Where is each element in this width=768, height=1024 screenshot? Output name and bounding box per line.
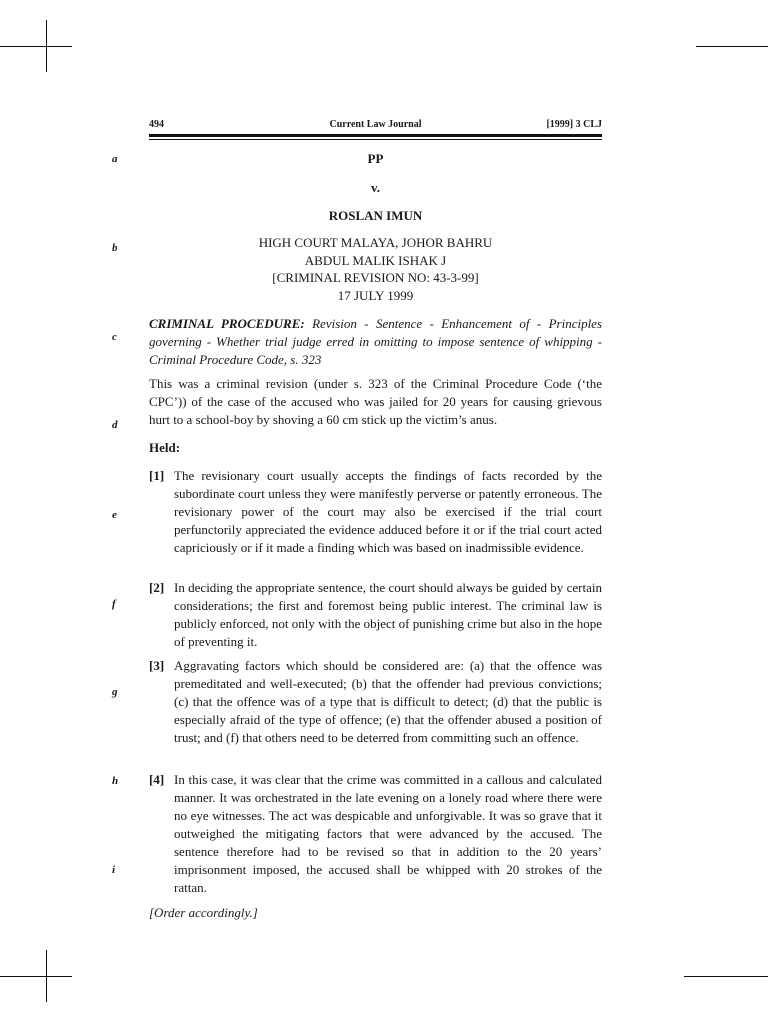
- margin-letter: d: [112, 419, 118, 431]
- margin-letter: h: [112, 775, 119, 787]
- margin-letter: g: [112, 686, 118, 698]
- catchwords-detail: Revision - Sentence - Enhancement of - Principles governing - Whether trial judge erred in omitting to impose sentence of whipping - Criminal Procedure Code, s. 323: [149, 316, 603, 367]
- judgment-date: 17 JULY 1999: [337, 287, 414, 303]
- paragraph-text: In deciding the appropriate sentence, the court should always be guided by certain considerations; the first and foremost being public interest. The criminal law is publicly enforced, not only with the object of punishing crime but also in the hope of preventing it.: [174, 580, 602, 649]
- crop-mark: [46, 20, 47, 72]
- crop-mark: [46, 950, 47, 1002]
- catchwords-subject: CRIMINAL PROCEDURE:: [149, 316, 305, 331]
- catchwords: [149, 315, 602, 369]
- margin-letter: c: [112, 331, 117, 343]
- citation: [1999] 3 CLJ: [546, 119, 602, 130]
- margin-letter: i: [112, 864, 116, 876]
- case-versus: v.: [370, 180, 381, 195]
- crop-mark: [0, 46, 72, 47]
- header-rule-thin: [149, 139, 602, 140]
- paragraph-text: The revisionary court usually accepts the findings of facts recorded by the subordinate court unless they were manifestly perverse or patently erroneous. The revisionary power of the court may also be exercised if the trial court perfunctorily appreciated the evidence adduced before it or if the trial court acted capriciously or if it made a finding which was based on inadmissible evidence.: [174, 468, 602, 555]
- case-defendant: ROSLAN IMUN: [328, 208, 423, 223]
- case-plaintiff: PP: [367, 151, 384, 166]
- margin-letter: a: [112, 153, 118, 165]
- case-summary: This was a criminal revision (under s. 323 of the Criminal Procedure Code (‘the CPC’)) of the case of the accused who was jailed for 20 years for causing grievous hurt to a school-boy by shoving a 60 cm stick up the victim’s anus.: [149, 376, 602, 427]
- held-paragraph: [149, 579, 602, 651]
- court-name: HIGH COURT MALAYA, JOHOR BAHRU: [258, 235, 493, 250]
- header-rule-thick: [149, 134, 602, 137]
- judge-name: ABDUL MALIK ISHAK J: [304, 252, 447, 268]
- paragraph-number: [3]: [149, 658, 165, 673]
- order-note: [Order accordingly.]: [149, 905, 258, 920]
- held-heading: Held:: [149, 440, 181, 455]
- paragraph-text: In this case, it was clear that the crime was committed in a callous and calculated manner. It was orchestrated in the late evening on a lonely road where there were no eye witnesses. The act was despicable and unforgivable. It was so grave that it outweighed the mitigating factors that were advanced by the accused. The sentence therefore had to be revised so that in addition to the 20 years’ imprisonment imposed, the accused shall be whipped with 20 strokes of the rattan.: [174, 772, 602, 895]
- paragraph-number: [2]: [149, 580, 165, 595]
- running-head: [149, 119, 602, 133]
- crop-mark: [696, 46, 768, 47]
- margin-letter: e: [112, 509, 117, 521]
- crop-mark: [0, 976, 72, 977]
- margin-letter: f: [112, 598, 116, 610]
- paragraph-text: Aggravating factors which should be considered are: (a) that the offence was premeditated and well-executed; (b) that the offender had previous convictions; (c) that the offence was of a type that is difficult to detect; (d) that the public is especially afraid of the type of offence; (e) that the offender abused a position of trust; and (f) that others need to be deterred from committing such an offence.: [174, 658, 602, 745]
- crop-mark: [684, 976, 768, 977]
- held-paragraph: [149, 657, 602, 747]
- paragraph-number: [1]: [149, 468, 165, 483]
- paragraph-number: [4]: [149, 772, 165, 787]
- journal-title: Current Law Journal: [329, 119, 422, 130]
- court-details: [149, 234, 602, 304]
- case-number: [CRIMINAL REVISION NO: 43-3-99]: [272, 270, 479, 285]
- page-number: 494: [149, 119, 164, 130]
- held-paragraph: [149, 771, 602, 897]
- margin-letter: b: [112, 242, 118, 254]
- held-paragraph: [149, 467, 602, 557]
